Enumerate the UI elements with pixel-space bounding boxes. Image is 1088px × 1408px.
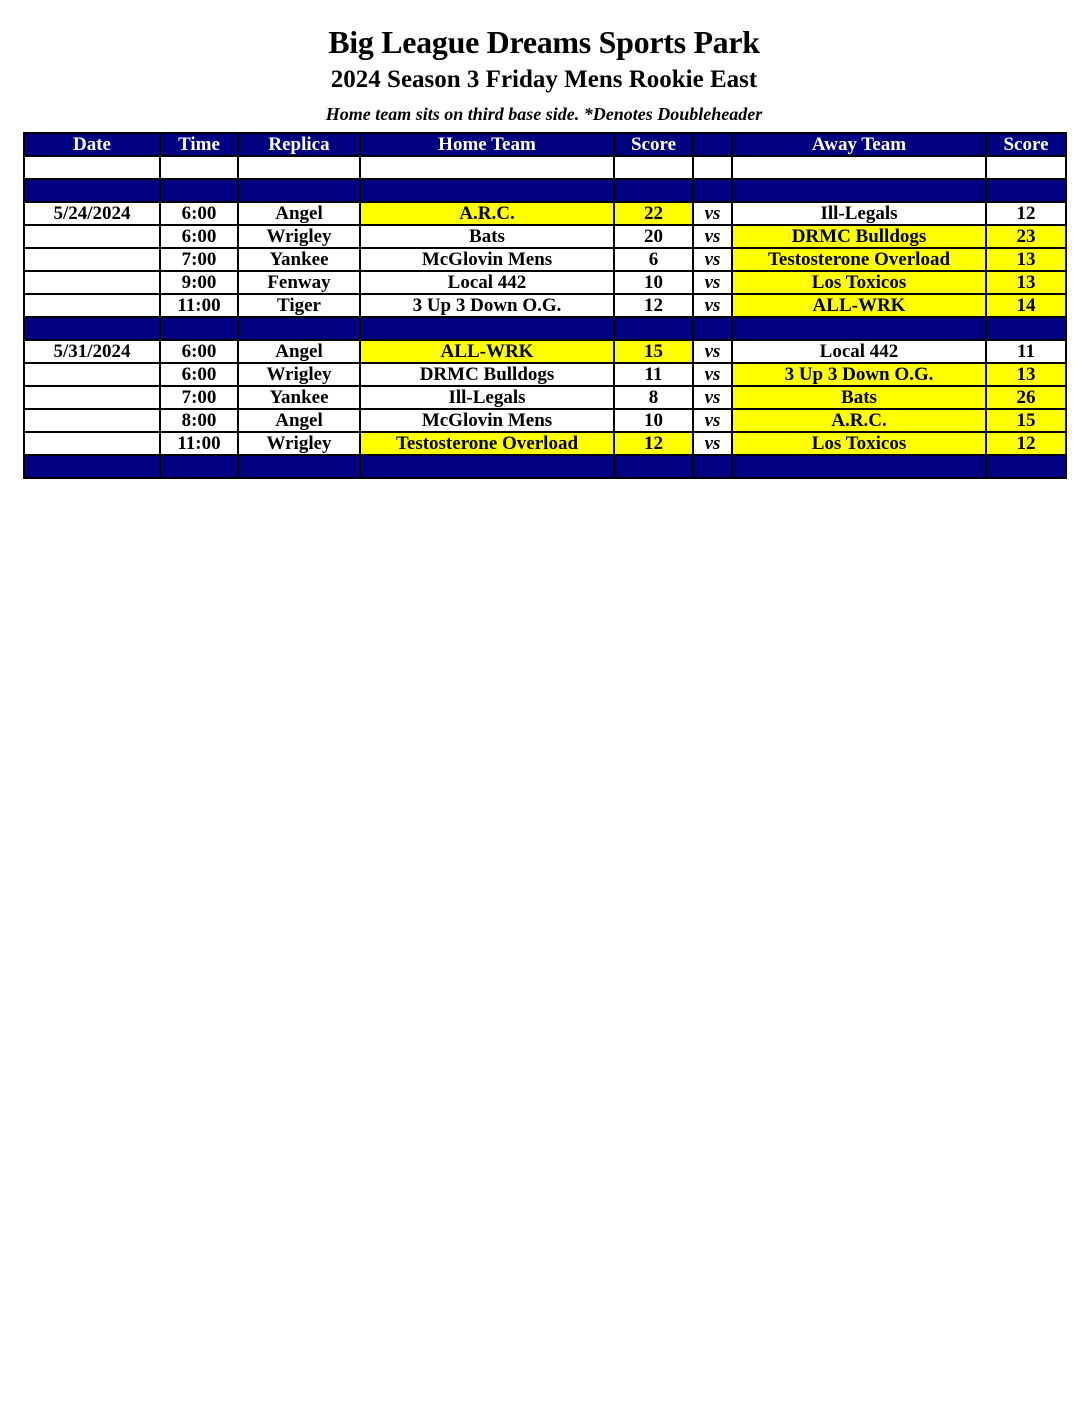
home-team: 3 Up 3 Down O.G.: [360, 294, 614, 317]
game-date: [24, 248, 160, 271]
col-date-header: Date: [24, 133, 160, 156]
game-time: 11:00: [160, 432, 238, 455]
empty-cell: [238, 317, 360, 340]
empty-cell: [360, 455, 614, 478]
home-team: McGlovin Mens: [360, 248, 614, 271]
col-away-team-header: Away Team: [732, 133, 986, 156]
game-replica-field: Wrigley: [238, 363, 360, 386]
away-team: Testosterone Overload: [732, 248, 986, 271]
home-score: 20: [614, 225, 693, 248]
header-row: [24, 133, 1066, 156]
game-date: [24, 363, 160, 386]
empty-cell: [693, 455, 732, 478]
away-score: 13: [986, 271, 1066, 294]
away-score: 11: [986, 340, 1066, 363]
game-row: [24, 363, 1066, 386]
away-score: 23: [986, 225, 1066, 248]
col-home-score-header: Score: [614, 133, 693, 156]
away-team: Local 442: [732, 340, 986, 363]
home-score: 15: [614, 340, 693, 363]
vs-label: vs: [693, 363, 732, 386]
game-replica-field: Angel: [238, 202, 360, 225]
away-team: Los Toxicos: [732, 271, 986, 294]
home-team: McGlovin Mens: [360, 409, 614, 432]
empty-cell: [238, 455, 360, 478]
game-replica-field: Tiger: [238, 294, 360, 317]
empty-cell: [360, 156, 614, 179]
away-score: 12: [986, 432, 1066, 455]
game-date: [24, 386, 160, 409]
schedule-table: [23, 132, 1067, 479]
col-home-team-header: Home Team: [360, 133, 614, 156]
game-replica-field: Fenway: [238, 271, 360, 294]
game-time: 6:00: [160, 363, 238, 386]
away-team: DRMC Bulldogs: [732, 225, 986, 248]
schedule-body: [24, 156, 1066, 478]
vs-label: vs: [693, 271, 732, 294]
empty-cell: [614, 179, 693, 202]
game-time: 6:00: [160, 202, 238, 225]
empty-cell: [732, 179, 986, 202]
page-subtitle: 2024 Season 3 Friday Mens Rookie East: [330, 66, 758, 93]
week-separator: [24, 179, 1066, 202]
game-time: 8:00: [160, 409, 238, 432]
empty-cell: [693, 156, 732, 179]
week-separator: [24, 317, 1066, 340]
empty-cell: [986, 317, 1066, 340]
game-date: 5/24/2024: [24, 202, 160, 225]
game-date: [24, 271, 160, 294]
away-score: 13: [986, 248, 1066, 271]
away-team: Bats: [732, 386, 986, 409]
home-score: 10: [614, 409, 693, 432]
home-score: 10: [614, 271, 693, 294]
vs-label: vs: [693, 225, 732, 248]
empty-cell: [238, 156, 360, 179]
home-score: 12: [614, 294, 693, 317]
game-time: 7:00: [160, 248, 238, 271]
away-score: 12: [986, 202, 1066, 225]
col-time-header: Time: [160, 133, 238, 156]
vs-label: vs: [693, 294, 732, 317]
game-replica-field: Wrigley: [238, 225, 360, 248]
page-note: Home team sits on third base side. *Denotes Doubleheader: [325, 104, 763, 124]
empty-cell: [732, 317, 986, 340]
game-row: [24, 202, 1066, 225]
home-team: DRMC Bulldogs: [360, 363, 614, 386]
game-time: 6:00: [160, 340, 238, 363]
empty-cell: [693, 179, 732, 202]
empty-cell: [360, 317, 614, 340]
game-row: [24, 340, 1066, 363]
vs-label: vs: [693, 340, 732, 363]
home-score: 6: [614, 248, 693, 271]
empty-cell: [986, 179, 1066, 202]
home-score: 22: [614, 202, 693, 225]
game-date: [24, 409, 160, 432]
page-title: Big League Dreams Sports Park: [328, 24, 760, 60]
game-time: 6:00: [160, 225, 238, 248]
game-date: [24, 294, 160, 317]
home-team: Bats: [360, 225, 614, 248]
empty-cell: [24, 179, 160, 202]
empty-cell: [24, 317, 160, 340]
game-replica-field: Yankee: [238, 248, 360, 271]
home-score: 12: [614, 432, 693, 455]
home-team: Testosterone Overload: [360, 432, 614, 455]
empty-cell: [986, 156, 1066, 179]
empty-cell: [24, 455, 160, 478]
away-score: 14: [986, 294, 1066, 317]
empty-cell: [160, 179, 238, 202]
empty-cell: [160, 455, 238, 478]
col-away-score-header: Score: [986, 133, 1066, 156]
game-row: [24, 294, 1066, 317]
empty-cell: [693, 317, 732, 340]
away-team: Los Toxicos: [732, 432, 986, 455]
away-score: 15: [986, 409, 1066, 432]
game-replica-field: Angel: [238, 409, 360, 432]
game-date: 5/31/2024: [24, 340, 160, 363]
vs-label: vs: [693, 409, 732, 432]
away-team: A.R.C.: [732, 409, 986, 432]
game-row: [24, 432, 1066, 455]
game-date: [24, 432, 160, 455]
vs-label: vs: [693, 386, 732, 409]
away-team: 3 Up 3 Down O.G.: [732, 363, 986, 386]
game-row: [24, 271, 1066, 294]
away-score: 13: [986, 363, 1066, 386]
game-row: [24, 386, 1066, 409]
blank-row: [24, 156, 1066, 179]
vs-label: vs: [693, 202, 732, 225]
empty-cell: [614, 156, 693, 179]
game-replica-field: Angel: [238, 340, 360, 363]
game-replica-field: Wrigley: [238, 432, 360, 455]
game-row: [24, 409, 1066, 432]
home-team: Ill-Legals: [360, 386, 614, 409]
away-score: 26: [986, 386, 1066, 409]
game-time: 7:00: [160, 386, 238, 409]
col-replica-header: Replica: [238, 133, 360, 156]
away-team: Ill-Legals: [732, 202, 986, 225]
empty-cell: [160, 156, 238, 179]
empty-cell: [160, 317, 238, 340]
game-time: 11:00: [160, 294, 238, 317]
empty-cell: [238, 179, 360, 202]
home-team: Local 442: [360, 271, 614, 294]
empty-cell: [614, 455, 693, 478]
vs-label: vs: [693, 248, 732, 271]
game-date: [24, 225, 160, 248]
game-time: 9:00: [160, 271, 238, 294]
home-score: 11: [614, 363, 693, 386]
col-vs-header: [693, 133, 732, 156]
empty-cell: [614, 317, 693, 340]
away-team: ALL-WRK: [732, 294, 986, 317]
home-score: 8: [614, 386, 693, 409]
empty-cell: [360, 179, 614, 202]
game-row: [24, 248, 1066, 271]
game-row: [24, 225, 1066, 248]
empty-cell: [24, 156, 160, 179]
empty-cell: [732, 156, 986, 179]
empty-cell: [986, 455, 1066, 478]
vs-label: vs: [693, 432, 732, 455]
home-team: A.R.C.: [360, 202, 614, 225]
empty-cell: [732, 455, 986, 478]
week-separator: [24, 455, 1066, 478]
home-team: ALL-WRK: [360, 340, 614, 363]
game-replica-field: Yankee: [238, 386, 360, 409]
